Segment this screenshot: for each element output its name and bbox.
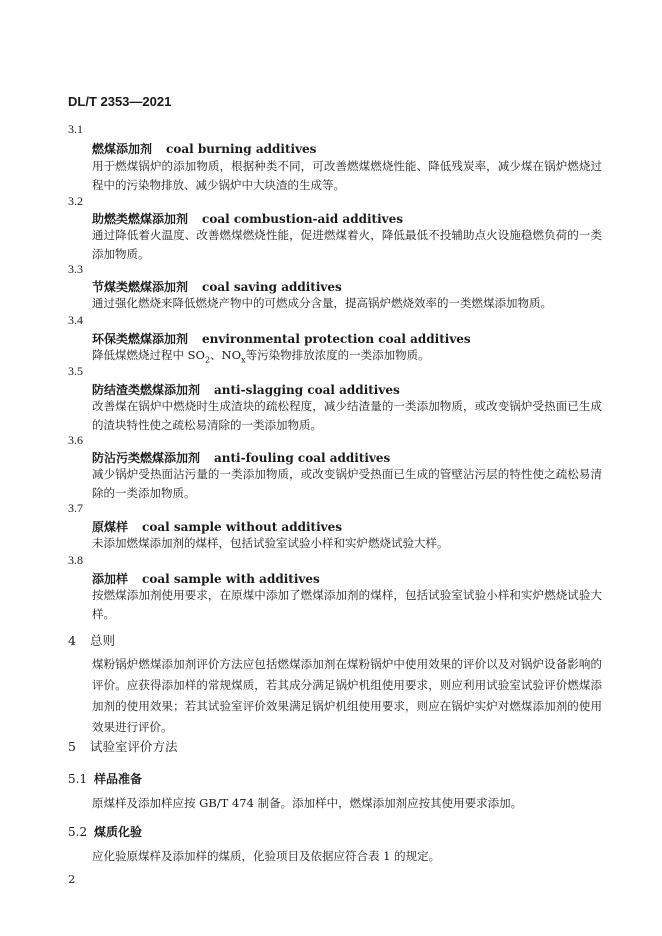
term-en: coal sample without additives xyxy=(142,520,343,534)
term-number: 3.7 xyxy=(68,501,83,515)
term-definition: 改善煤在锅炉中燃烧时生成渣块的疏松程度，减少结渣量的一类添加物质，或改变锅炉受热面已生成的渣块特性使之疏松易清除的一类添加物质。 xyxy=(92,399,602,432)
term-definition: 减少锅炉受热面沾污量的一类添加物质，或改变锅炉受热面已生成的管壁沾污层的特性使之疏松易清除的一类添加物质。 xyxy=(92,467,602,500)
term-title xyxy=(92,140,316,157)
term-number: 3.1 xyxy=(68,122,83,136)
term-zh: 环保类燃煤添加剂 xyxy=(92,332,189,346)
term-number: 3.4 xyxy=(68,313,83,327)
term-title xyxy=(92,210,403,227)
term-number: 3.8 xyxy=(68,553,83,567)
term-definition: 降低煤燃烧过程中 $SO_2$、$NO_x$等污染物排放浓度的一类添加物质。 xyxy=(92,348,430,365)
term-zh: 燃煤添加剂 xyxy=(92,142,153,156)
term-number: 3.3 xyxy=(68,262,83,276)
term-en: coal sample with additives xyxy=(142,572,320,586)
section-heading-5-2: 5.2 煤质化验 xyxy=(68,825,143,839)
term-zh: 助燃类燃煤添加剂 xyxy=(92,212,189,226)
term-definition: 未添加燃煤添加剂的煤样，包括试验室试验小样和实炉燃烧试验大样。 xyxy=(92,536,449,550)
term-title xyxy=(92,278,342,295)
term-zh: 添加样 xyxy=(92,572,129,586)
section-5-2-body: 应化验原煤样及添加样的煤质，化验项目及依据应符合表 1 的规定。 xyxy=(92,849,441,863)
term-title xyxy=(92,330,471,347)
section-5-1-body: 原煤样及添加样应按 GB/T 474 制备。添加样中，燃煤添加剂应按其使用要求添加。 xyxy=(92,796,523,810)
term-en: coal burning additives xyxy=(166,142,317,156)
term-definition: 通过降低着火温度、改善燃煤燃烧性能，促进燃煤着火，降低最低不投辅助点火设施稳燃负荷的一类添加物质。 xyxy=(92,228,602,261)
term-definition: 用于燃煤锅炉的添加物质，根据种类不同，可改善燃煤燃烧性能、降低残炭率，减少煤在锅炉燃烧过程中的污染物排放、减少锅炉中大块渣的生成等。 xyxy=(92,159,602,192)
term-title xyxy=(92,449,390,466)
term-number: 3.6 xyxy=(68,433,83,447)
term-title xyxy=(92,518,342,535)
term-zh: 防沾污类燃煤添加剂 xyxy=(92,451,201,465)
term-number: 3.5 xyxy=(68,364,83,378)
term-definition: 按燃煤添加剂使用要求，在原煤中添加了燃煤添加剂的煤样，包括试验室试验小样和实炉燃烧试验大样。 xyxy=(92,588,602,621)
section-heading-5: 5 试验室评价方法 xyxy=(68,739,178,754)
term-definition: 通过强化燃烧来降低燃烧产物中的可燃成分含量，提高锅炉燃烧效率的一类燃煤添加物质。 xyxy=(92,296,552,310)
term-en: coal saving additives xyxy=(202,280,342,294)
section-4-body: 煤粉锅炉燃煤添加剂评价方法应包括燃煤添加剂在煤粉锅炉中使用效果的评价以及对锅炉设备影响的评价。应获得添加样的常规煤质，若其成分满足锅炉机组使用要求，则应利用试验室试验评价燃煤添加剂的使用效果；若其试验室评价效果满足锅炉机组使用要求，则应在锅炉实炉对燃煤添加剂的使用效果进行评价。 xyxy=(92,657,602,734)
term-title xyxy=(92,570,320,587)
term-number: 3.2 xyxy=(68,194,83,208)
term-zh: 原煤样 xyxy=(92,520,129,534)
term-en: coal combustion-aid additives xyxy=(202,212,404,226)
term-zh: 节煤类燃煤添加剂 xyxy=(92,280,189,294)
term-en: anti-slagging coal additives xyxy=(214,383,400,397)
term-en: environmental protection coal additives xyxy=(202,332,471,346)
section-heading-5-1: 5.1 样品准备 xyxy=(68,772,143,786)
page-number: 2 xyxy=(68,872,76,886)
term-zh: 防结渣类燃煤添加剂 xyxy=(92,383,201,397)
document-header: DL/T 2353—2021 xyxy=(68,94,172,109)
term-title xyxy=(92,381,400,398)
term-en: anti-fouling coal additives xyxy=(214,451,391,465)
section-heading-4: 4 总则 xyxy=(68,633,116,648)
